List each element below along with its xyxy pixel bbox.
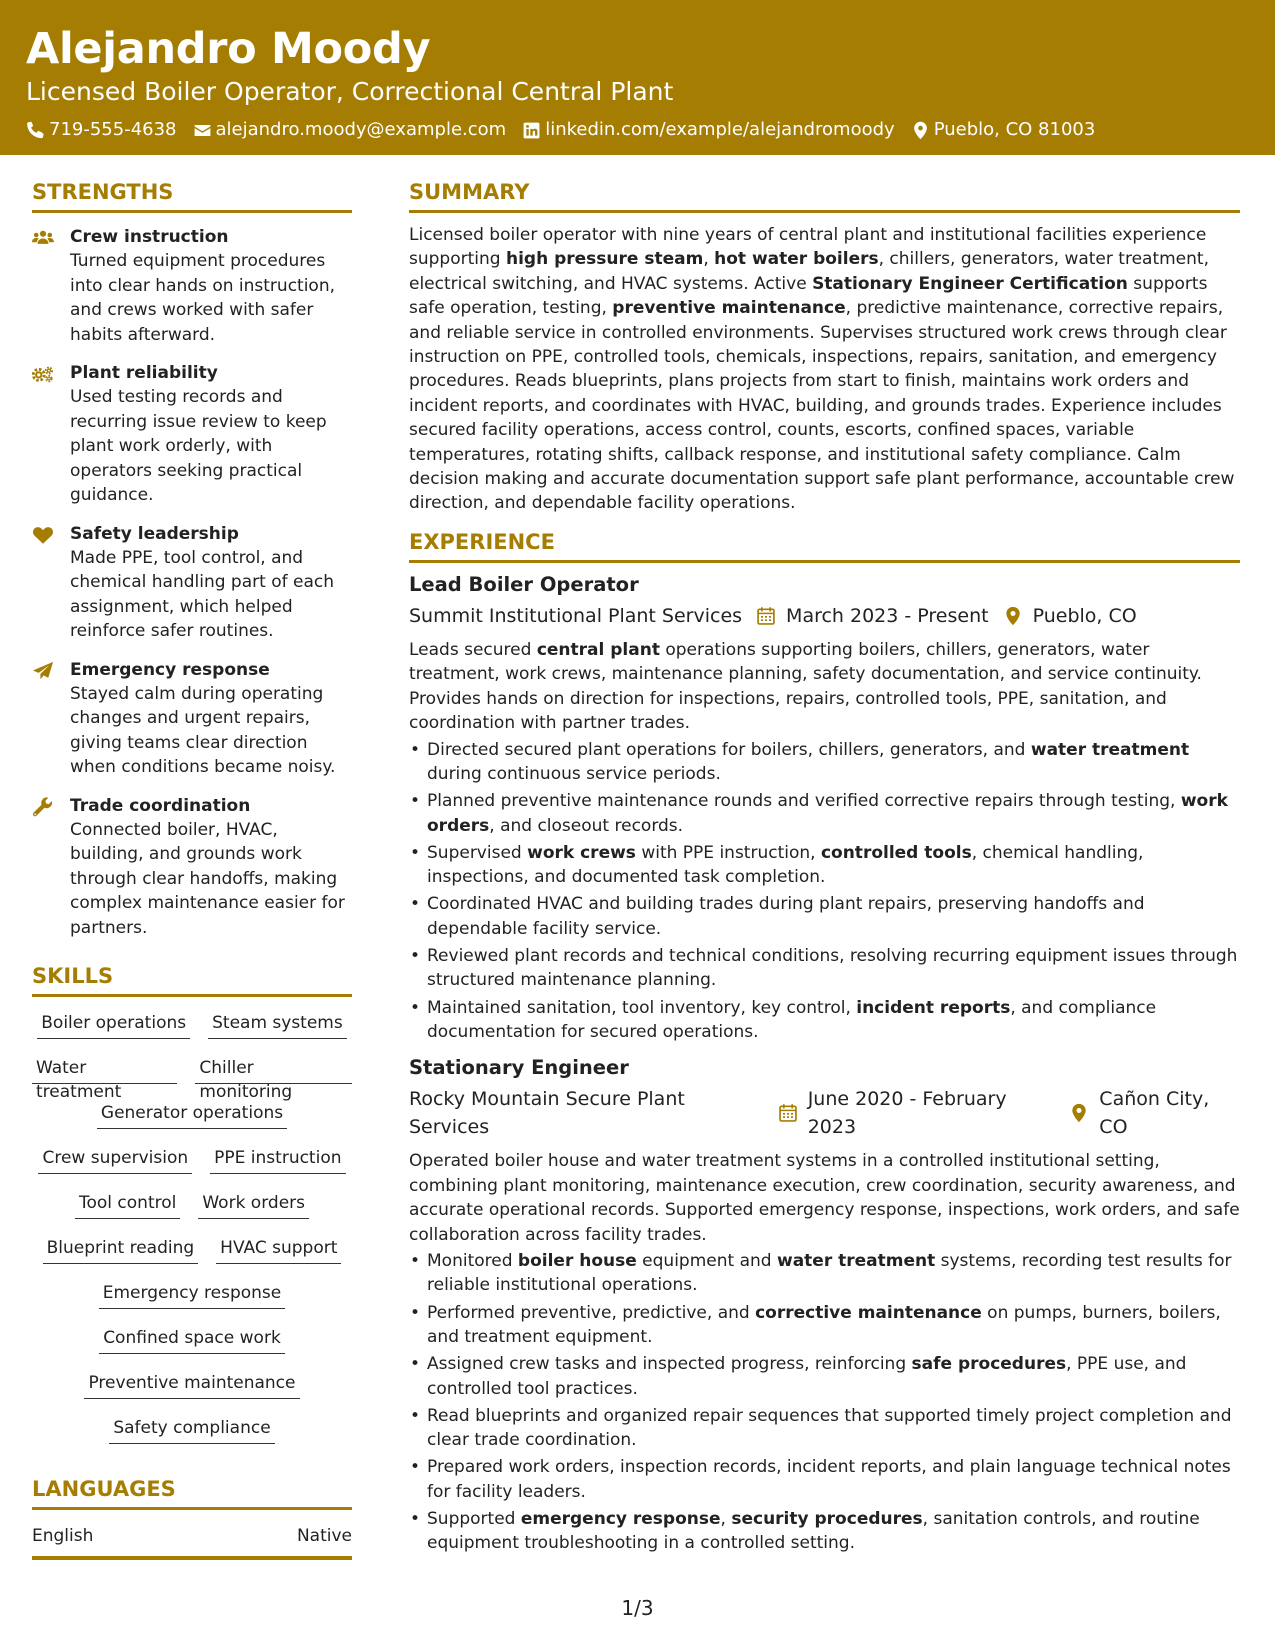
- text-run: , and compliance documentation for secured operations.: [427, 997, 1157, 1042]
- wrench-icon: [32, 794, 70, 941]
- strength-title: Plant reliability: [70, 363, 218, 383]
- left-column: [32, 178, 352, 1560]
- strengths-list: [32, 225, 352, 940]
- emphasis-text: emergency response: [520, 1509, 721, 1530]
- strength-title: Emergency response: [70, 659, 270, 680]
- text-run: Prepared work orders, inspection records, incident reports, and plain language technical notes for facility leaders.: [427, 1457, 1231, 1502]
- calendar-icon: [756, 606, 786, 626]
- emphasis-text: controlled tools: [820, 842, 972, 863]
- job-bullets: [409, 738, 1240, 1045]
- summary-text: [409, 223, 1240, 516]
- text-run: with PPE instruction,: [635, 842, 821, 863]
- bullet-item: [409, 738, 1240, 787]
- job-company: Rocky Mountain Secure Plant Services: [409, 1088, 685, 1139]
- skill-tag: Preventive maintenance: [84, 1371, 299, 1399]
- text-run: systems, recording test results for reliable institutional operations.: [427, 1250, 1232, 1296]
- strength-description: Turned equipment procedures into clear hands on instruction, and crews worked with safer habits afterward.: [70, 251, 336, 345]
- skill-tag: Tool control: [75, 1191, 180, 1219]
- text-run: Planned preventive maintenance rounds and verified corrective repairs through testing,: [427, 791, 1181, 812]
- job-entry: [409, 571, 1240, 1044]
- skill-row: [32, 1191, 352, 1236]
- text-run: Directed secured plant operations for boilers, chillers, generators, and: [427, 739, 1031, 760]
- skill-tag: Crew supervision: [38, 1146, 192, 1174]
- language-name: English: [32, 1526, 94, 1546]
- text-run: Operated boiler house and water treatment systems in a controlled institutional setting, combining plant monitoring, maintenance execution, crew coordination, security awareness, and accurate operational records. Supported emergency response, inspections, work orders, and safe collaboration across facility trades.: [409, 1151, 1240, 1245]
- strength-title: Safety leadership: [70, 523, 239, 544]
- text-run: ,: [720, 1509, 732, 1530]
- emphasis-text: incident reports: [856, 997, 1011, 1018]
- emphasis-text: safe procedures: [911, 1354, 1067, 1375]
- skill-tag: Boiler operations: [37, 1011, 190, 1039]
- contact-email[interactable]: [193, 118, 507, 142]
- emphasis-text: work orders: [427, 791, 1228, 836]
- map-pin-icon: [1069, 1103, 1099, 1123]
- skill-tag: Generator operations: [97, 1101, 287, 1129]
- text-run: , sanitation controls, and routine equipment troubleshooting in a controlled setting.: [427, 1509, 1200, 1554]
- bullet-item: [409, 789, 1240, 838]
- text-run: Supported: [427, 1509, 521, 1530]
- skill-row: [32, 1236, 352, 1281]
- envelope-icon: [193, 121, 212, 140]
- page-number: 1/3: [621, 1596, 654, 1620]
- bullet-item: [409, 1507, 1240, 1556]
- skill-row: [32, 1146, 352, 1191]
- heart-icon: [32, 522, 70, 644]
- language-row: [32, 1524, 352, 1560]
- strength-item: [32, 225, 352, 347]
- text-run: supports safe operation, testing,: [409, 273, 1208, 319]
- skills-list: [32, 1011, 352, 1461]
- text-run: ,: [703, 249, 715, 270]
- strength-item: [32, 658, 352, 780]
- strength-body: [70, 658, 352, 780]
- strength-item: [32, 794, 352, 941]
- phone-text: 719-555-4638: [49, 119, 177, 140]
- users-icon: [32, 225, 70, 347]
- right-column: [409, 178, 1240, 1559]
- skill-tag: Emergency response: [99, 1281, 286, 1309]
- text-run: , chemical handling, inspections, and documented task completion.: [427, 842, 1144, 888]
- map-pin-icon: [1003, 606, 1033, 626]
- text-run: , PPE use, and controlled tool practices.: [427, 1354, 1187, 1399]
- strength-description: Used testing records and recurring issue review to keep plant work orderly, with operators seeking practical guidance.: [70, 387, 327, 505]
- strength-body: [70, 361, 352, 508]
- skill-row: [32, 1371, 352, 1416]
- text-run: Coordinated HVAC and building trades during plant repairs, preserving handoffs and dependable facility service.: [427, 894, 1145, 939]
- text-run: Maintained sanitation, tool inventory, key control,: [427, 997, 857, 1018]
- strengths-heading: STRENGTHS: [32, 178, 352, 213]
- emphasis-text: corrective maintenance: [755, 1302, 982, 1323]
- summary-heading: SUMMARY: [409, 178, 1240, 213]
- text-run: equipment and: [636, 1250, 777, 1271]
- skill-tag: Steam systems: [208, 1011, 347, 1039]
- text-run: Supervised: [427, 842, 528, 863]
- emphasis-text: preventive maintenance: [612, 298, 846, 319]
- bullet-item: [409, 1455, 1240, 1504]
- languages-list: [32, 1524, 352, 1560]
- skill-tag: Work orders: [198, 1191, 309, 1219]
- emphasis-text: security procedures: [731, 1509, 923, 1530]
- languages-heading: LANGUAGES: [32, 1475, 352, 1510]
- language-level: Native: [296, 1526, 352, 1546]
- job-bullets: [409, 1249, 1240, 1556]
- strength-item: [32, 361, 352, 508]
- emphasis-text: water treatment: [776, 1250, 936, 1271]
- jobs-list: [409, 571, 1240, 1556]
- strength-title: Trade coordination: [70, 795, 251, 816]
- text-run: , predictive maintenance, corrective repairs, and reliable service in controlled environments. Supervises structured work crews through clear instruction on PPE, controlled tools, chemicals, inspections, repairs, sanitation, and emergency procedures. Reads blueprints, plans projects from start to finish, maintains work orders and incident reports, and coordinates with HVAC, building, and grounds trades. Experience includes secured facility operations, access control, counts, escorts, confined spaces, variable temperatures, rotating shifts, callback response, and institutional safety compliance. Calm decision making and accurate documentation support safe plant performance, accountable crew direction, and dependable facility operations.: [409, 298, 1235, 514]
- text-run: during continuous service periods.: [427, 763, 721, 784]
- text-run: , and closeout records.: [489, 815, 684, 836]
- strength-description: Made PPE, tool control, and chemical handling part of each assignment, which helped reinforce safer routines.: [70, 547, 334, 641]
- text-run: , chillers, generators, water treatment, electrical switching, and HVAC systems. Active: [409, 249, 1209, 294]
- bullet-item: [409, 1249, 1240, 1298]
- emphasis-text: water treatment: [1030, 739, 1190, 760]
- resume-header: [0, 0, 1275, 155]
- text-run: Reviewed plant records and technical conditions, resolving recurring equipment issues through structured maintenance planning.: [427, 945, 1238, 991]
- job-dates-text: March 2023 - Present: [786, 604, 989, 627]
- gears-icon: [32, 361, 70, 508]
- bullet-item: [409, 892, 1240, 941]
- calendar-icon: [778, 1103, 808, 1123]
- job-description: [409, 1149, 1240, 1247]
- text-run: Leads secured: [409, 639, 537, 660]
- job-company: Summit Institutional Plant Services: [409, 604, 743, 627]
- skill-row: [32, 1011, 352, 1056]
- job-entry: [409, 1054, 1240, 1555]
- emphasis-text: central plant: [536, 639, 660, 660]
- emphasis-text: work crews: [527, 842, 636, 863]
- candidate-name: Alejandro Moody: [26, 24, 431, 74]
- bullet-item: [409, 1352, 1240, 1401]
- contact-location: [911, 118, 1096, 142]
- skill-row: [32, 1056, 352, 1101]
- strength-body: [70, 522, 352, 644]
- email-text: alejandro.moody@example.com: [215, 119, 507, 140]
- experience-heading: EXPERIENCE: [409, 528, 1240, 563]
- job-location: [1069, 1085, 1240, 1141]
- emphasis-text: high pressure steam: [505, 249, 704, 270]
- job-title: Stationary Engineer: [409, 1056, 629, 1080]
- bullet-item: [409, 1404, 1240, 1453]
- emphasis-text: hot water boilers: [714, 249, 879, 270]
- strength-body: [70, 794, 352, 941]
- skill-row: [32, 1101, 352, 1146]
- text-run: Monitored: [427, 1250, 518, 1271]
- contact-phone: [26, 118, 177, 142]
- text-run: operations supporting boilers, chillers, generators, water treatment, work crews, maintenance planning, safety documentation, and service continuity. Provides hands on direction for inspections, repairs, controlled tools, PPE, sanitation, and coordination with partner trades.: [409, 639, 1202, 734]
- job-dates-text: June 2020 - February 2023: [807, 1088, 1007, 1139]
- linkedin-icon: [522, 121, 541, 140]
- emphasis-text: boiler house: [517, 1250, 637, 1271]
- strength-item: [32, 522, 352, 644]
- map-pin-icon: [911, 121, 930, 140]
- paper-plane-icon: [32, 658, 70, 780]
- strength-description: Connected boiler, HVAC, building, and grounds work through clear handoffs, making complex maintenance easier for partners.: [70, 819, 345, 938]
- strength-title: Crew instruction: [70, 227, 229, 247]
- strength-body: [70, 225, 352, 347]
- text-run: Licensed boiler operator with nine years of central plant and institutional facilities experience supporting: [409, 225, 1207, 270]
- skill-tag: Confined space work: [99, 1326, 285, 1354]
- candidate-title: Licensed Boiler Operator, Correctional Central Plant: [26, 77, 674, 106]
- skill-row: [32, 1281, 352, 1326]
- job-location: [1003, 602, 1137, 630]
- text-run: Assigned crew tasks and inspected progress, reinforcing: [427, 1354, 912, 1375]
- skill-tag: Chiller monitoring: [195, 1056, 352, 1084]
- skill-tag: Water treatment: [32, 1056, 177, 1084]
- job-title: Lead Boiler Operator: [409, 572, 639, 596]
- skill-row: [32, 1326, 352, 1371]
- skills-heading: SKILLS: [32, 962, 352, 997]
- job-dates: [778, 1085, 1056, 1141]
- job-location-text: Pueblo, CO: [1032, 604, 1137, 627]
- job-dates: [756, 602, 989, 630]
- job-meta: [409, 602, 1240, 630]
- contact-bar: [26, 118, 1249, 142]
- skill-tag: PPE instruction: [210, 1146, 345, 1174]
- job-meta: [409, 1085, 1240, 1141]
- text-run: on pumps, burners, boilers, and treatment equipment.: [427, 1302, 1221, 1347]
- job-location-text: Cañon City, CO: [1099, 1088, 1210, 1139]
- text-run: Read blueprints and organized repair sequences that supported timely project completion and clear trade coordination.: [427, 1405, 1232, 1451]
- contact-linkedin[interactable]: [522, 118, 895, 142]
- strength-description: Stayed calm during operating changes and urgent repairs, giving teams clear direction when conditions became noisy.: [70, 683, 336, 777]
- skill-tag: HVAC support: [216, 1236, 341, 1264]
- phone-icon: [26, 121, 45, 140]
- bullet-item: [409, 1301, 1240, 1350]
- skill-tag: Safety compliance: [109, 1416, 274, 1444]
- bullet-item: [409, 841, 1240, 890]
- location-text: Pueblo, CO 81003: [933, 119, 1096, 140]
- text-run: Performed preventive, predictive, and: [427, 1302, 756, 1323]
- linkedin-text: linkedin.com/example/alejandromoody: [545, 119, 895, 140]
- bullet-item: [409, 944, 1240, 993]
- emphasis-text: Stationary Engineer Certification: [812, 273, 1128, 294]
- bullet-item: [409, 996, 1240, 1045]
- skill-tag: Blueprint reading: [43, 1236, 199, 1264]
- skill-row: [32, 1416, 352, 1461]
- job-description: [409, 638, 1240, 736]
